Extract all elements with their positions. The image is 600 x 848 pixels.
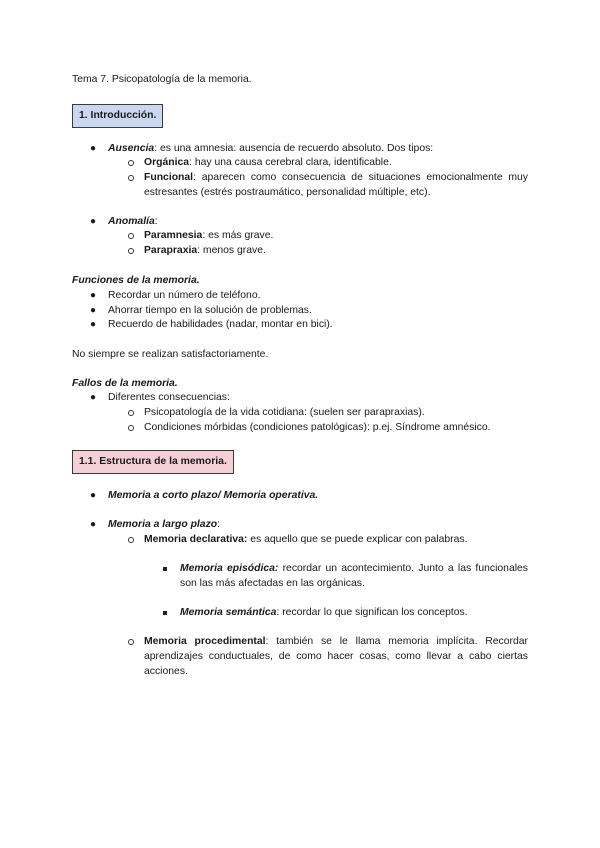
episodica-text: recordar un acontecimiento. Junto a las funcionales son las más afectadas en las orgánicas.	[180, 563, 529, 589]
largo-plazo-text: :	[217, 519, 221, 530]
semantica-item	[180, 605, 468, 620]
bullet-icon: ●	[90, 305, 97, 316]
circle-bullet-icon	[128, 233, 134, 239]
circle-bullet-icon	[128, 537, 134, 543]
circle-bullet-icon	[128, 425, 134, 431]
organica-term: Orgánica	[144, 157, 190, 168]
ausencia-item	[108, 141, 528, 156]
declarativa-term: Memoria declarativa:	[144, 534, 248, 545]
parapraxia-term: Parapraxia	[144, 245, 198, 256]
bullet-icon: ●	[90, 290, 97, 301]
list-item: Diferentes consecuencias:	[108, 392, 230, 403]
ausencia-text: : es una amnesia: ausencia de recuerdo absoluto. Dos tipos:	[154, 143, 434, 154]
anomalia-item	[108, 214, 158, 229]
bullet-icon: ●	[90, 143, 97, 154]
paramnesia-item	[144, 228, 273, 243]
episodica-item	[180, 561, 528, 591]
section-heading-introduccion: 1. Introducción.	[72, 104, 163, 128]
paramnesia-text: : es más grave.	[202, 230, 274, 241]
note-text: No siempre se realizan satisfactoriamente.	[72, 349, 269, 360]
largo-plazo-item	[108, 517, 220, 532]
largo-plazo-term: Memoria a largo plazo	[108, 519, 218, 530]
bullet-icon: ●	[90, 519, 97, 530]
procedimental-item	[144, 634, 528, 679]
list-item: Ahorrar tiempo en la solución de problemas.	[108, 305, 312, 316]
list-item: Recordar un número de teléfono.	[108, 290, 261, 301]
circle-bullet-icon	[128, 160, 134, 166]
section-heading-estructura: 1.1. Estructura de la memoria.	[72, 450, 234, 474]
semantica-text: : recordar lo que significan los conceptos.	[276, 607, 468, 618]
parapraxia-text: : menos grave.	[197, 245, 266, 256]
bullet-icon: ●	[90, 392, 97, 403]
corto-plazo-item: Memoria a corto plazo/ Memoria operativa.	[108, 490, 319, 501]
fallos-title: Fallos de la memoria.	[72, 378, 178, 389]
anomalia-term: Anomalía	[108, 216, 155, 227]
bullet-icon: ●	[90, 216, 97, 227]
episodica-term: Memoria episódica:	[180, 563, 279, 574]
declarativa-item	[144, 532, 467, 547]
circle-bullet-icon	[128, 175, 134, 181]
semantica-term: Memoria semántica	[180, 607, 277, 618]
list-item: Condiciones mórbidas (condiciones patológicas): p.ej. Síndrome amnésico.	[144, 422, 491, 433]
organica-item	[144, 155, 528, 170]
parapraxia-item	[144, 243, 266, 258]
funcional-text: : aparecen como consecuencia de situaciones emocionalmente muy estresantes (estrés postraumático, personalidad múltiple, etc).	[144, 172, 528, 198]
procedimental-term: Memoria procedimental	[144, 636, 266, 647]
document-title: Tema 7. Psicopatología de la memoria.	[72, 74, 252, 85]
funcional-item	[144, 170, 528, 200]
organica-text: : hay una causa cerebral clara, identificable.	[189, 157, 392, 168]
circle-bullet-icon	[128, 410, 134, 416]
funcional-term: Funcional	[144, 172, 194, 183]
circle-bullet-icon	[128, 248, 134, 254]
list-item: Psicopatología de la vida cotidiana: (suelen ser parapraxias).	[144, 407, 425, 418]
declarativa-text: es aquello que se puede explicar con palabras.	[247, 534, 468, 545]
bullet-icon: ●	[90, 319, 97, 330]
ausencia-term: Ausencia	[108, 143, 155, 154]
paramnesia-term: Paramnesia	[144, 230, 203, 241]
list-item: Recuerdo de habilidades (nadar, montar en bici).	[108, 319, 333, 330]
square-bullet-icon	[163, 567, 167, 571]
bullet-icon: ●	[90, 490, 97, 501]
anomalia-text: :	[154, 216, 158, 227]
square-bullet-icon	[163, 611, 167, 615]
funciones-title: Funciones de la memoria.	[72, 275, 200, 286]
circle-bullet-icon	[128, 639, 134, 645]
procedimental-text: : también se le llama memoria implícita. Recordar aprendizajes conductuales, de como hacer cosas, como llevar a cabo ciertas acciones.	[144, 636, 528, 677]
